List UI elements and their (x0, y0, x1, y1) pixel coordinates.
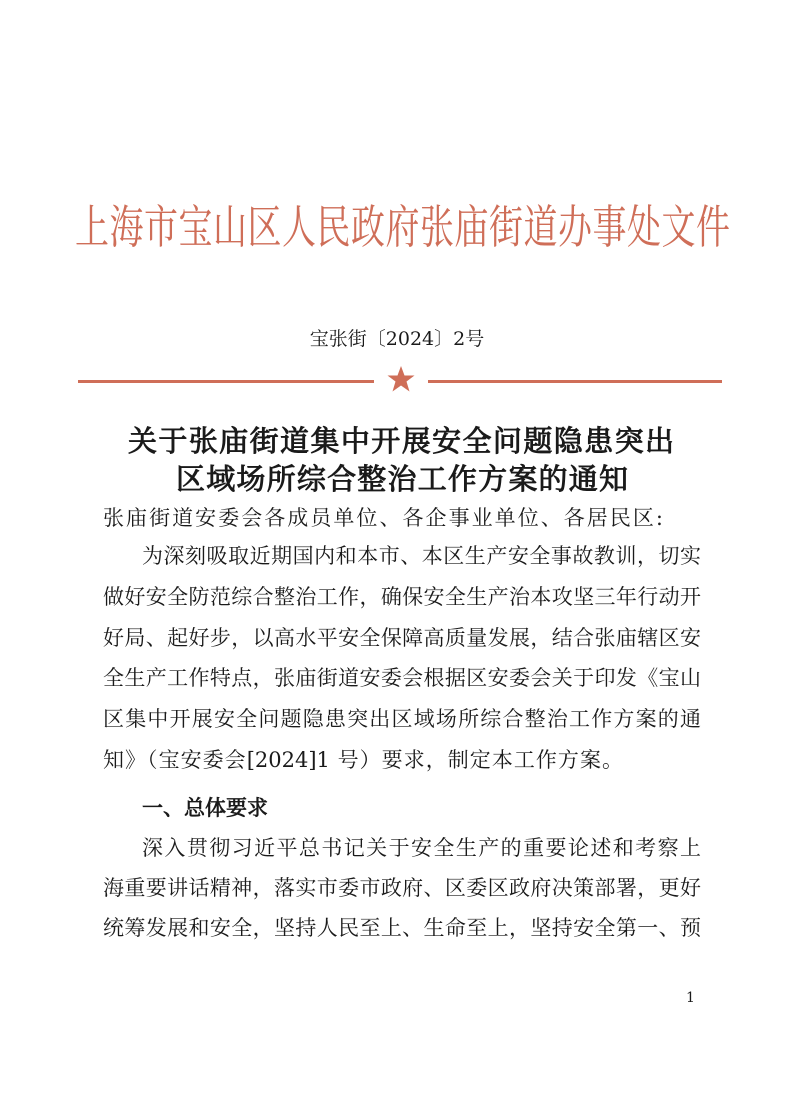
notice-title-line-1: 关于张庙街道集中开展安全问题隐患突出 (128, 424, 674, 458)
red-divider-right (428, 380, 722, 383)
section-line: 统筹发展和安全，坚持人民至上、生命至上，坚持安全第一、预 (103, 916, 701, 940)
star-icon (386, 364, 416, 394)
issuer-title: 上海市宝山区人民政府张庙街道办事处文件 (75, 201, 730, 255)
page-number: 1 (686, 990, 695, 1006)
document-number: 宝张街〔2024〕2号 (309, 328, 485, 350)
section-heading: 一、总体要求 (142, 796, 268, 820)
intro-line: 区集中开展安全问题隐患突出区域场所综合整治工作方案的通 (103, 707, 701, 731)
salutation: 张庙街道安委会各成员单位、各企事业单位、各居民区: (103, 506, 663, 530)
intro-line: 做好安全防范综合整治工作，确保安全生产治本攻坚三年行动开 (103, 585, 701, 609)
section-line: 海重要讲话精神，落实市委市政府、区委区政府决策部署，更好 (103, 876, 701, 900)
intro-line: 好局、起好步，以高水平安全保障高质量发展，结合张庙辖区安 (103, 626, 701, 650)
red-divider-left (78, 380, 374, 383)
intro-line: 为深刻吸取近期国内和本市、本区生产安全事故教训，切实 (142, 544, 701, 568)
intro-line: 知》（宝安委会[2024]1 号）要求，制定本工作方案。 (103, 748, 623, 772)
notice-title-line-2: 区域场所综合整治工作方案的通知 (176, 462, 628, 496)
intro-line: 全生产工作特点，张庙街道安委会根据区安委会关于印发《宝山 (103, 666, 701, 690)
section-line: 深入贯彻习近平总书记关于安全生产的重要论述和考察上 (142, 836, 701, 860)
